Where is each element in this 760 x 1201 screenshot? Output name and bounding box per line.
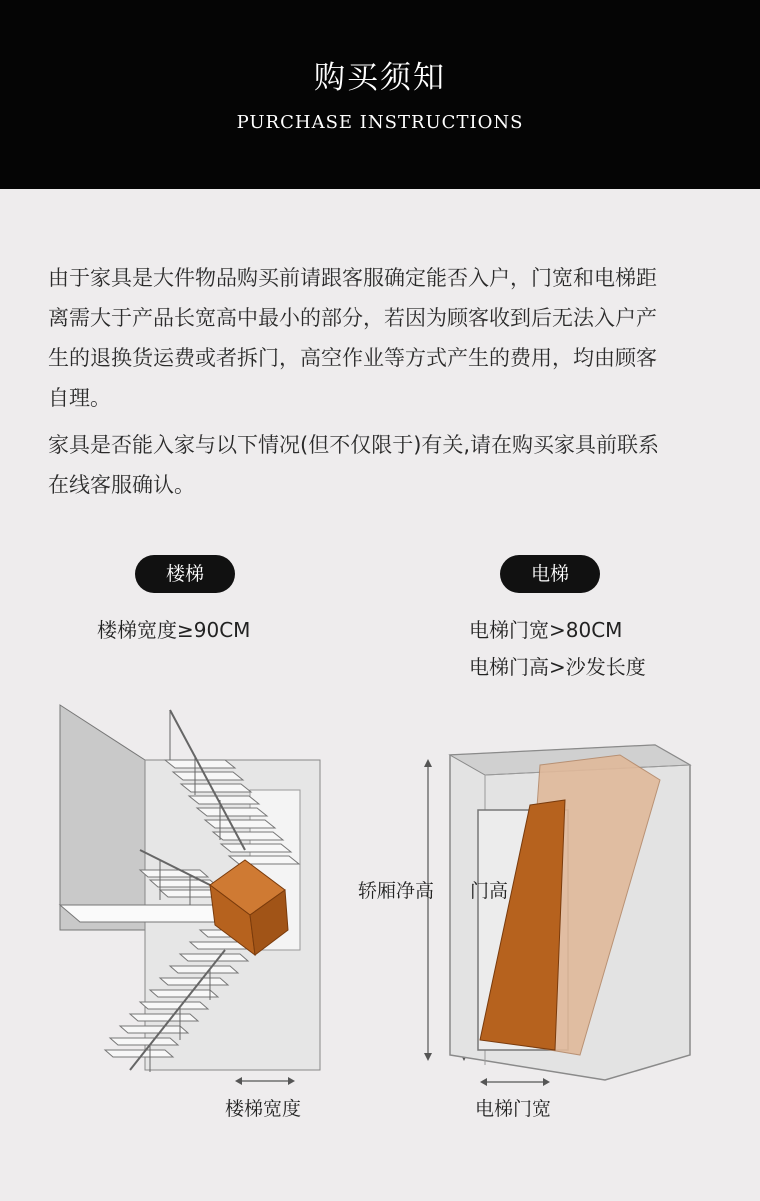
notice-line: 离需大于产品长宽高中最小的部分，若因为顾客收到后无法入户产 bbox=[48, 306, 657, 330]
notice-line: 家具是否能入家与以下情况(但不仅限于)有关,请在购买家具前联系 bbox=[48, 433, 660, 457]
stairs-width-label: 楼梯宽度 bbox=[225, 1098, 302, 1120]
header-banner bbox=[0, 0, 760, 189]
door-height-label: 门高 bbox=[470, 880, 509, 902]
cabin-height-label: 轿厢净高 bbox=[358, 880, 435, 902]
notice-paragraph-2 bbox=[48, 425, 720, 505]
page-subtitle: PURCHASE INSTRUCTIONS bbox=[236, 112, 524, 133]
stairs-width-arrow bbox=[235, 1074, 295, 1088]
notice-line: 由于家具是大件物品购买前请跟客服确定能否入户，门宽和电梯距 bbox=[48, 266, 657, 290]
notice-line: 自理。 bbox=[48, 386, 111, 410]
elevator-tag: 电梯 bbox=[500, 555, 600, 593]
page-title: 购买须知 bbox=[314, 60, 446, 96]
notice-paragraph-1 bbox=[48, 258, 720, 418]
door-width-arrow bbox=[480, 1075, 550, 1089]
stairs-requirement: 楼梯宽度≥90CM bbox=[97, 618, 251, 642]
notice-line: 在线客服确认。 bbox=[48, 473, 195, 497]
door-width-label: 电梯门宽 bbox=[475, 1098, 552, 1120]
elevator-illustration bbox=[420, 735, 700, 1085]
staircase-illustration bbox=[50, 700, 335, 1090]
elevator-requirement-width: 电梯门宽>80CM bbox=[469, 618, 623, 642]
elevator-requirement-height: 电梯门高>沙发长度 bbox=[469, 655, 646, 679]
notice-line: 生的退换货运费或者拆门，高空作业等方式产生的费用，均由顾客 bbox=[48, 346, 657, 370]
stairs-tag: 楼梯 bbox=[135, 555, 235, 593]
